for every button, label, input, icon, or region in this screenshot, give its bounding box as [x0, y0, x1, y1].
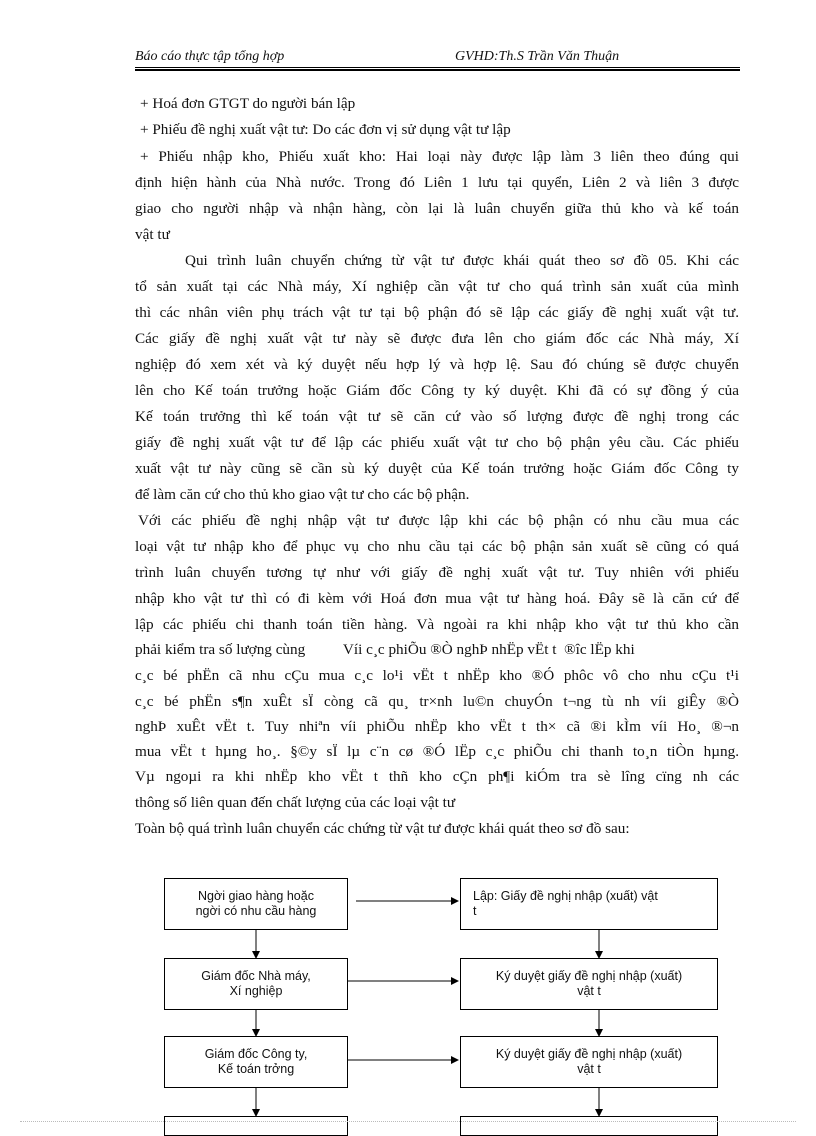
text-line: định hiện hành của Nhà nước. Trong đó Liên 1 lưu tại quyển, Liên 2 và liên 3 được [135, 174, 739, 191]
text-line: Vµ ngoµi ra khi nhËp kho vËt t thñ kho cÇn ph¶i kiÓm tra sè lîng cïng nh các [135, 768, 739, 785]
text-line: tổ sản xuất tại các Nhà máy, Xí nghiệp cần vật tư cho quá trình sản xuất của mình [135, 278, 739, 295]
flow-box-factory-director: Giám đốc Nhà máy, Xí nghiệp [164, 958, 348, 1010]
text-line: vật tư [135, 226, 170, 243]
text-line: loại vật tư nhập kho để phục vụ cho nhu cầu tại các bộ phận sản xuất sẽ cũng có quá [135, 538, 739, 555]
text-line: xuất vật tư này cũng sẽ cần sù ký duyệt của Kế toán trưởng hoặc Giám đốc Công ty [135, 460, 739, 477]
flow-box-approve-2: Ký duyệt giấy đề nghị nhập (xuất) vật t [460, 1036, 718, 1088]
flow-box-company-director: Giám đốc Công ty, Kế toán trởng [164, 1036, 348, 1088]
text-line: nghÞ xuÊt vËt t. Tuy nhiªn víi phiÕu nhËp kho vËt t th× cã ®i kÌm víi Ho¸ ®¬n [135, 718, 739, 735]
text-line: Kế toán trưởng thì kế toán vật tư sẽ căn cứ vào số lượng được đề nghị trong các [135, 408, 739, 425]
text-line: Qui trình luân chuyển chứng từ vật tư được khái quát theo sơ đồ 05. Khi các [185, 252, 739, 269]
text-line: + Phiếu nhập kho, Phiếu xuất kho: Hai loại này được lập làm 3 liên theo đúng qui [140, 148, 739, 165]
header-supervisor: GVHD:Th.S Trần Văn Thuận [455, 49, 620, 64]
flow-box-create-request: Lập: Giấy đề nghị nhập (xuất) vật t [460, 878, 718, 930]
text-line: giao cho người nhập và nhận hàng, còn lại là luân chuyển giữa thủ kho và kế toán [135, 200, 739, 217]
text-line: Các giấy đề nghị xuất vật tư này sẽ được đưa lên cho giám đốc các Nhà máy, Xí [135, 330, 739, 347]
text-line: nghiệp đó xem xét và ký duyệt nếu hợp lý và hợp lệ. Sau đó chúng sẽ được chuyển [135, 356, 739, 373]
text-line: mua vËt t hµng ho¸. §©y sÏ lµ c¨n cø ®Ó lËp c¸c phiÕu chi thanh to¸n tiÒn hµng. [135, 743, 739, 760]
text-line: trình luân chuyển tương tự như với giấy đề nghị xuất vật tư. Tuy nhiên với phiếu [135, 564, 739, 581]
text-line: thì các nhân viên phụ trách vật tư tại bộ phận đó sẽ lập các giấy đề nghị xuất vật tư. [135, 304, 739, 321]
text-line: Toàn bộ quá trình luân chuyển các chứng từ vật tư được khái quát theo sơ đồ sau: [135, 820, 630, 837]
text-line: Với các phiếu đề nghị nhập vật tư được lập khi các bộ phận có nhu cầu mua các [138, 512, 739, 529]
header-report-title: Báo cáo thực tập tổng hợp [135, 49, 285, 64]
text-line: + Hoá đơn GTGT do người bán lập [140, 95, 356, 112]
flow-box-left-4 [164, 1116, 348, 1136]
text-line: c¸c bé phËn s¶n xuÊt sÏ còng cã qu¸ tr×nh lu©n chuyÓn t¬ng tù nh víi giÊy ®Ò [135, 693, 739, 710]
text-line: phải kiểm tra số lượng cùng Víi c¸c phiÕu ®Ò nghÞ nhËp vËt t ®îc lËp khi [135, 641, 635, 658]
text-line: lên cho Kế toán trưởng hoặc Giám đốc Công ty ký duyệt. Khi đã có sự đồng ý của [135, 382, 739, 399]
page-bottom-rule [20, 1121, 796, 1122]
flow-box-approve-1: Ký duyệt giấy đề nghị nhập (xuất) vật t [460, 958, 718, 1010]
text-line: thông số liên quan đến chất lượng của các loại vật tư [135, 794, 456, 811]
text-line: c¸c bé phËn cã nhu cÇu mua c¸c lo¹i vËt t nhËp kho ®Ó phôc vô cho nhu cÇu t¹i [135, 667, 739, 684]
text-line: nhập kho vật tư thì có đi kèm với Hoá đơn mua vật tư hàng hoá. Đây sẽ là căn cứ để [135, 590, 739, 607]
text-line: lập các phiếu chi thanh toán tiền hàng. Và ngoài ra khi nhập kho vật tư thủ kho cần [135, 616, 739, 633]
flow-box-right-4 [460, 1116, 718, 1136]
text-line: giấy đề nghị xuất vật tư để lập các phiếu xuất vật tư cho bộ phận yêu cầu. Các phiếu [135, 434, 739, 451]
text-line: để làm căn cứ cho thủ kho giao vật tư cho các bộ phận. [135, 486, 470, 503]
text-line: + Phiếu đề nghị xuất vật tư: Do các đơn vị sử dụng vật tư lập [140, 121, 511, 138]
flow-box-requester: Ngời giao hàng hoặc ngời có nhu cầu hàng [164, 878, 348, 930]
